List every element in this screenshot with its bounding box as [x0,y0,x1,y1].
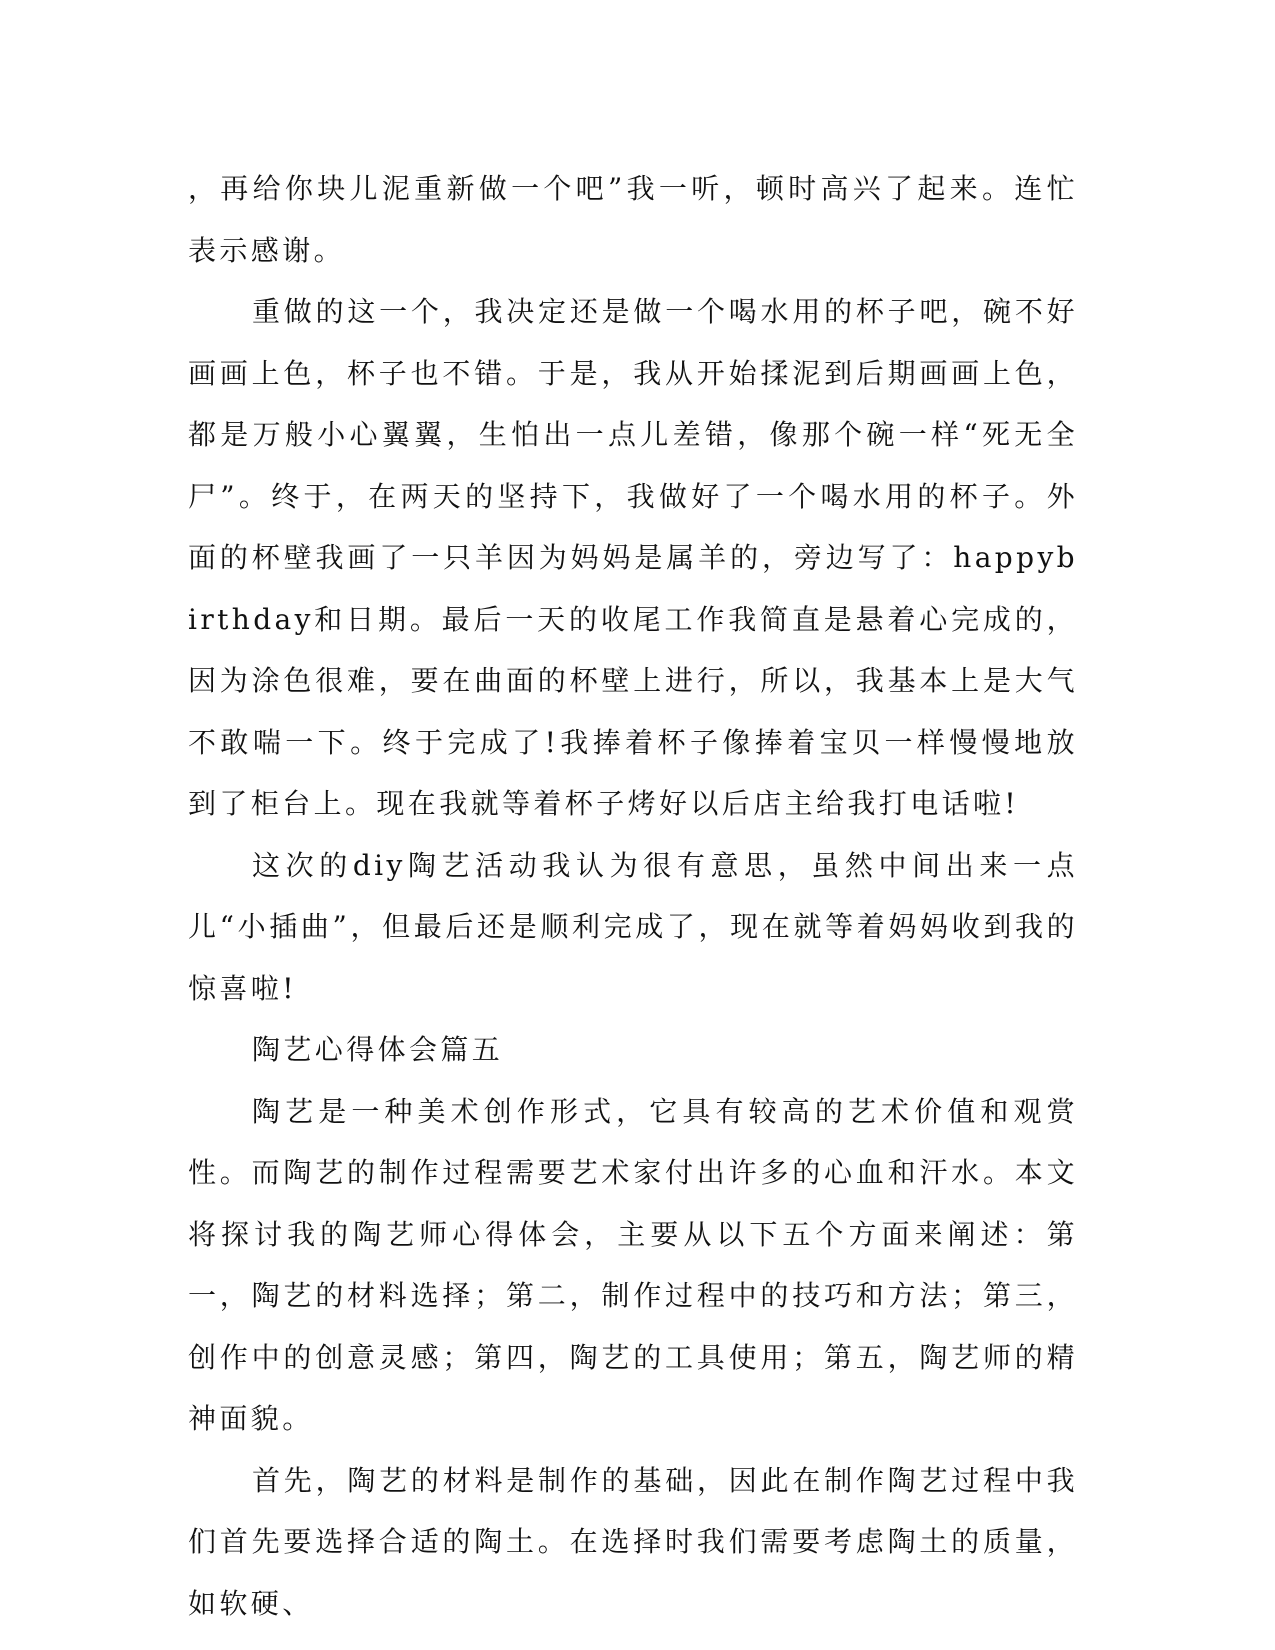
paragraph-1: ，再给你块儿泥重新做一个吧”我一听，顿时高兴了起来。连忙表示感谢。 [188,172,1078,267]
paragraph-4: 陶艺是一种美术创作形式，它具有较高的艺术价值和观赏性。而陶艺的制作过程需要艺术家付出许多的心血和汗水。本文将探讨我的陶艺师心得体会，主要从以下五个方面来阐述：第一，陶艺的材料选择；第二，制作过程中的技巧和方法；第三，创作中的创意灵感；第四，陶艺的工具使用；第五，陶艺师的精神面貌。 [188,1094,1078,1435]
paragraph-2: 重做的这一个，我决定还是做一个喝水用的杯子吧，碗不好画画上色，杯子也不错。于是，我从开始揉泥到后期画画上色，都是万般小心翼翼，生怕出一点儿差错，像那个碗一样“死无全尸”。终于，在两天的坚持下，我做好了一个喝水用的杯子。外面的杯壁我画了一只羊因为妈妈是属羊的，旁边写了：happybirthday和日期。最后一天的收尾工作我简直是悬着心完成的，因为涂色很难，要在曲面的杯壁上进行，所以，我基本上是大气不敢喘一下。终于完成了!我捧着杯子像捧着宝贝一样慢慢地放到了柜台上。现在我就等着杯子烤好以后店主给我打电话啦! [188,295,1078,820]
paragraph-5: 首先，陶艺的材料是制作的基础，因此在制作陶艺过程中我们首先要选择合适的陶土。在选择时我们需要考虑陶土的质量，如软硬、 [188,1463,1078,1620]
document-page [188,158,1078,1634]
section-heading: 陶艺心得体会篇五 [252,1033,504,1066]
paragraph-3: 这次的diy陶艺活动我认为很有意思，虽然中间出来一点儿“小插曲”，但最后还是顺利完成了，现在就等着妈妈收到我的惊喜啦! [188,848,1078,1005]
